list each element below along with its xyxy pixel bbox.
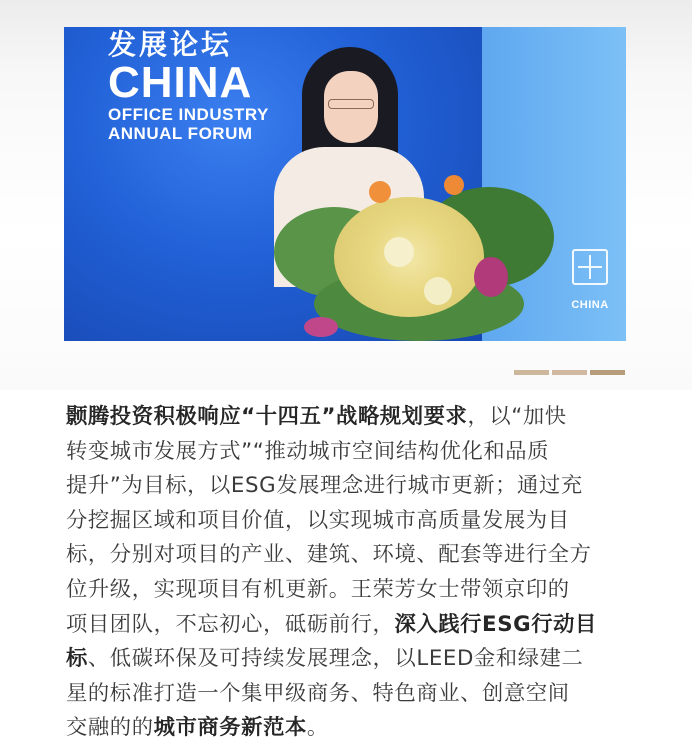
emblem-text: CHINA <box>571 299 609 311</box>
article-text: 分挖掘区域和项目价值，以实现城市高质量发展为目 <box>66 507 570 533</box>
forum-subtitle-line2: ANNUAL FORUM <box>108 124 253 143</box>
article-line <box>66 400 636 435</box>
article-line <box>66 677 636 712</box>
forum-speaker-photo <box>64 27 626 341</box>
forum-title-cn: 发展论坛 <box>108 29 233 60</box>
forum-title-en: CHINA <box>108 58 253 107</box>
forum-backdrop-logo <box>108 27 269 143</box>
article-line <box>66 538 636 573</box>
emblem-icon <box>572 249 608 285</box>
article-line <box>66 573 636 608</box>
article-line <box>66 642 636 677</box>
article-line <box>66 608 636 643</box>
article-text: 。 <box>306 715 329 741</box>
article-text: 转变城市发展方式”“推动城市空间结构优化和品质 <box>66 438 550 464</box>
article-text: 星的标准打造一个集甲级商务、特色商业、创意空间 <box>66 680 570 706</box>
article-emphasis: 标 <box>66 646 88 672</box>
orchid <box>474 257 508 297</box>
orange-flower <box>369 181 391 203</box>
article-text: 位升级，实现项目有机更新。王荣芳女士带领京印的 <box>66 576 570 602</box>
article-text: 、低碳环保及可持续发展理念，以LEED金和绿建二 <box>87 646 584 672</box>
article-text: ，以“加快 <box>467 404 567 429</box>
article-emphasis: 城市商务新范本 <box>153 715 307 741</box>
article-text: 项目团队，不忘初心，砥砺前行， <box>66 611 395 637</box>
carousel-indicator <box>514 370 625 375</box>
forum-subtitle-line1: OFFICE INDUSTRY <box>108 105 269 124</box>
white-flower <box>424 277 452 305</box>
article-line <box>66 504 636 539</box>
article-emphasis: 深入践行ESG行动目 <box>394 611 597 637</box>
indicator-bar-2[interactable] <box>552 370 587 375</box>
article-emphasis: 颢腾投资积极响应“十四五”战略规划要求 <box>66 404 468 429</box>
orchid <box>304 317 338 337</box>
forum-emblem <box>560 249 620 339</box>
orange-flower <box>444 175 464 195</box>
speaker-glasses <box>328 99 374 109</box>
article-paragraph <box>66 400 636 746</box>
indicator-bar-1[interactable] <box>514 370 549 375</box>
article-line <box>66 711 636 746</box>
article-line <box>66 435 636 470</box>
indicator-bar-3[interactable] <box>590 370 625 375</box>
white-flower <box>384 237 414 267</box>
article-text: 提升”为目标，以ESG发展理念进行城市更新；通过充 <box>66 473 583 499</box>
article-line <box>66 469 636 504</box>
article-text: 标，分别对项目的产业、建筑、环境、配套等进行全方 <box>66 542 592 568</box>
article-text: 交融的的 <box>66 715 154 741</box>
podium-flowers <box>274 167 554 341</box>
